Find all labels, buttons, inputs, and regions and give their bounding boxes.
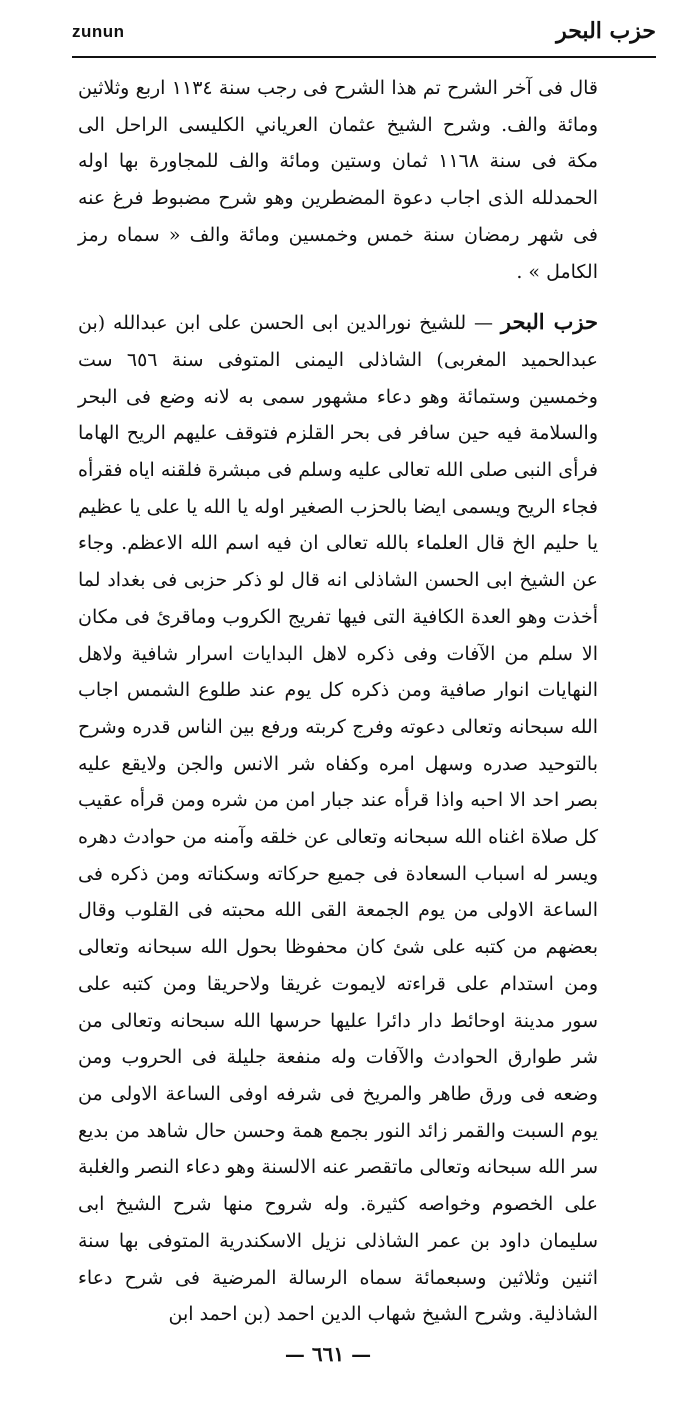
page-number: — ٦٦١ —	[284, 1342, 372, 1366]
entry-heading: حزب البحر	[500, 309, 598, 335]
paragraph-2-text: — للشيخ نورالدين ابى الحسن على ابن عبدالله (بن عبدالحميد المغربى) الشاذلى اليمنى المتوفى سنة ٦٥٦ ست وخمسين وستمائة وهو دعاء مشهور سمى به لانه وضع فى البحر والسلامة فيه حين سافر فى بحر القلزم فتوقف عليهم الريح الهاما فرأى النبى صلى الله تعالى عليه وسلم فى مبشرة فلقنه اياه فقرأه فجاء الريح ويسمى ايضا بالحزب الصغير اوله يا الله يا على يا عظيم يا حليم الخ قال العلماء بالله تعالى ان فيه اسم الله الاعظم. وجاء عن الشيخ ابى الحسن الشاذلى انه قال لو ذكر حزبى فى بغداد لما أخذت وهو العدة الكافية التى فيها تفريج الكروب وماقرئ فى مكان الا سلم من الآفات وفى ذكره لاهل البدايات اسرار شافية ولاهل النهايات انوار صافية ومن ذكره كل يوم عند طلوع الشمس اجاب الله سبحانه وتعالى دعوته وفرج كربته ورفع بين الناس قدره وشرح بالتوحيد صدره وسهل امره وكفاه شر الانس والجن ولايقع عليه بصر احد الا احبه واذا قرأه عند جبار امن من شره ومن قرأه عقيب كل صلاة اغناه الله سبحانه وتعالى عن خلقه وآمنه من حوادث دهره ويسر له اسباب السعادة فى جميع حركاته وسكناته ومن ذكره فى الساعة الاولى من يوم الجمعة القى الله محبته فى القلوب وقال بعضهم من كتبه على شئ كان محفوظا بحول الله سبحانه وتعالى ومن استدام على قراءته لايموت غريقا ولاحريقا ومن كتبه على سور مدينة اوحائط دار دائرا عليها حرسها الله سبحانه وتعالى من شر طوارق الحوادث والآفات وله منفعة جليلة فى الحروب ومن وضعه فى ورق طاهر والمريخ فى شرفه اوفى الساعة الاولى من يوم السبت والقمر زائد النور بجمع همة وحسن حال شاهد من بديع سر الله سبحانه وتعالى ماتقصر عنه الالسنة وهو دعاء النصر والغلبة على الخصوم وخواصه كثيرة. وله شروح منها شرح الشيخ ابى سليمان داود بن عمر الشاذلى نزيل الاسكندرية المتوفى بها سنة اثنين وثلاثين وسبعمائة سماه الرسالة المرضية فى شرح دعاء الشاذلية. وشرح الشيخ شهاب الدين احمد (بن احمد ابن	[78, 312, 599, 1326]
body-text	[78, 70, 598, 1333]
header-title: حزب البحر	[556, 18, 656, 44]
paragraph-2	[78, 304, 598, 1333]
running-header	[72, 18, 656, 52]
header-left-text: zunun	[72, 22, 125, 41]
paragraph-1-text: قال فى آخر الشرح تم هذا الشرح فى رجب سنة ١١٣٤ اربع وثلاثين ومائة والف. وشرح الشيخ عثمان العرياني الكليسى الراحل الى مكة فى سنة ١١٦٨ ثمان وستين ومائة والف للمجاورة بها اوله الحمدلله الذى اجاب دعوة المضطرين وهو شرح مضبوط فرغ عنه فى شهر رمضان سنة خمس وخمسين ومائة والف « سماه رمز الكامل » .	[78, 77, 598, 283]
paragraph-1	[78, 70, 598, 290]
header-rule	[72, 56, 656, 58]
